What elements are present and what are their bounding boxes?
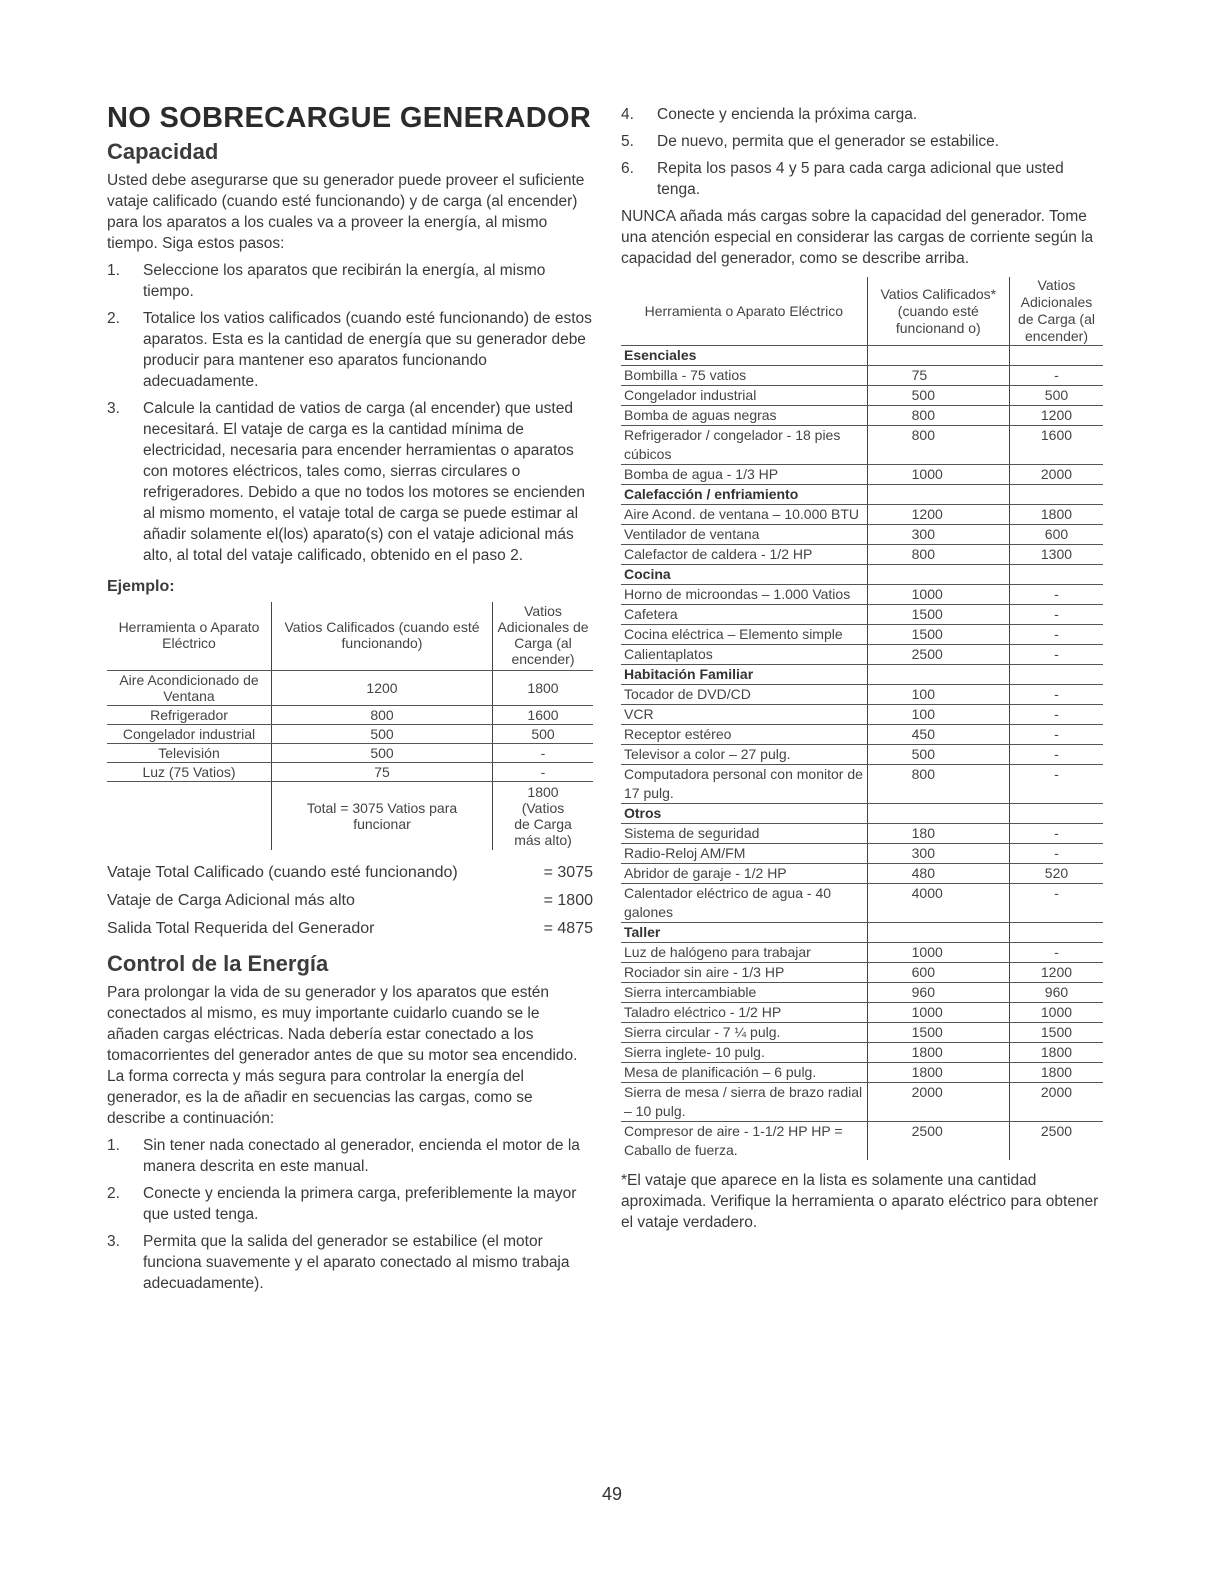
- step-text: Seleccione los aparatos que recibirán la energía, al mismo tiempo.: [143, 262, 546, 300]
- table-row: [621, 585, 1103, 605]
- table-cell: Cocina eléctrica – Elemento simple: [621, 625, 867, 645]
- table-cell: [1009, 804, 1103, 824]
- table-cell: -: [1009, 824, 1103, 844]
- table-cell: 500: [272, 744, 493, 763]
- table-cell: 1200: [1009, 963, 1103, 983]
- capacity-heading: Capacidad: [107, 139, 219, 164]
- table-row: [621, 1023, 1103, 1043]
- table-cell: Taladro eléctrico - 1/2 HP: [621, 1003, 867, 1023]
- warning-text: NUNCA añada más cargas sobre la capacidad del generador. Tome una atención especial en considerar las cargas de corriente según la capacidad del generador, como se describe arriba.: [621, 208, 1094, 267]
- table-row: [621, 525, 1103, 545]
- table-cell: 300: [867, 844, 1009, 864]
- table-cell: VCR: [621, 705, 867, 725]
- table-row: [621, 426, 1103, 465]
- table-cell: Refrigerador / congelador - 18 pies cúbicos: [621, 426, 867, 465]
- table-cell: -: [493, 744, 594, 763]
- table-cell: -: [1009, 884, 1103, 923]
- step-number: 1.: [107, 262, 120, 279]
- list-item: [621, 158, 1109, 200]
- table-cell: 100: [867, 685, 1009, 705]
- table-cell: -: [1009, 745, 1103, 765]
- table-cell: Ventilador de ventana: [621, 525, 867, 545]
- capacity-intro: Usted debe asegurarse que su generador puede proveer el suficiente vataje calificado (cuando esté funcionando) y de carga (al encender) para los aparatos a los cuales va a proveer la energía, al mismo tiempo. Siga estos pasos:: [107, 172, 585, 252]
- table-row: [621, 705, 1103, 725]
- table-cell: Otros: [621, 804, 867, 824]
- total-starting: 1800 (Vatios de Carga más alto): [493, 782, 594, 851]
- table-cell: Sierra intercambiable: [621, 983, 867, 1003]
- table-header-appliance: Herramienta o Aparato Eléctrico: [107, 602, 272, 671]
- table-row: [621, 884, 1103, 923]
- step-number: 5.: [621, 133, 634, 150]
- table-cell: Compresor de aire - 1-1/2 HP HP = Caballo de fuerza.: [624, 1123, 843, 1158]
- table-row: [621, 406, 1103, 426]
- footnote: *El vataje que aparece en la lista es solamente una cantidad aproximada. Verifique la herramienta o aparato eléctrico para obtener el vataje verdadero.: [621, 1172, 1099, 1231]
- control-intro: Para prolongar la vida de su generador y los aparatos que estén conectados al mismo, es muy importante cuidarlo cuando se le añaden cargas eléctricas. Nada debería estar conectado a los tomacorrientes del generador antes de que su motor sea encendido. La forma correcta y más segura para controlar la energía del generador, es la de añadir en secuencias las cargas, como se describe a continuación:: [107, 984, 578, 1127]
- table-cell: Tocador de DVD/CD: [621, 685, 867, 705]
- table-cell: [867, 346, 1009, 366]
- table-cell: 600: [867, 963, 1009, 983]
- table-row: [621, 745, 1103, 765]
- table-cell: Calentador eléctrico de agua - 40 galones: [621, 884, 867, 923]
- summary-value: = 1800: [543, 892, 593, 909]
- table-cell: -: [493, 763, 594, 782]
- table-cell: 1500: [867, 625, 1009, 645]
- table-row: [107, 725, 593, 744]
- control-heading: Control de la Energía: [107, 951, 329, 976]
- step-number: 6.: [621, 160, 634, 177]
- table-cell: Sistema de seguridad: [621, 824, 867, 844]
- table-cell: [867, 923, 1009, 943]
- table-cell: -: [1009, 765, 1103, 804]
- summary-line: [107, 918, 593, 940]
- table-cell: 800: [867, 406, 1009, 426]
- table-cell: Rociador sin aire - 1/3 HP: [621, 963, 867, 983]
- table-cell: Computadora personal con monitor de 17 pulg.: [621, 765, 867, 804]
- table-row: [621, 465, 1103, 485]
- step-text: Calcule la cantidad de vatios de carga (al encender) que usted necesitará. El vataje de carga es la cantidad mínima de electricidad, necesaria para encender herramientas o aparatos con motores eléctricos, tales como, sierras circulares o refrigeradores. Debido a que no todos los motores se encienden al mismo momento, el vataje total de carga se puede estimar al añadir solamente el(los) aparato(s) con el vataje adicional más alto, al total del vataje calificado, obtenido en el paso 2.: [143, 400, 586, 564]
- table-cell: 1000: [867, 943, 1009, 963]
- table-row: [621, 645, 1103, 665]
- table-cell: 1000: [867, 1003, 1009, 1023]
- table-cell: -: [1009, 705, 1103, 725]
- table-cell: 1600: [1009, 426, 1103, 465]
- table-header-running: Vatios Calificados* (cuando esté funcionand o): [867, 277, 1009, 346]
- table-cell: 75: [272, 763, 493, 782]
- table-cell: Refrigerador: [107, 706, 272, 725]
- table-header-starting: Vatios Adicionales de Carga (al encender): [1009, 277, 1103, 346]
- table-cell: 1200: [1009, 406, 1103, 426]
- table-cell: 2000: [1009, 1083, 1103, 1122]
- total-running: Total = 3075 Vatios para funcionar: [272, 782, 493, 851]
- table-cell: Horno de microondas – 1.000 Vatios: [621, 585, 867, 605]
- table-row: [621, 366, 1103, 386]
- table-cell: Abridor de garaje - 1/2 HP: [621, 864, 867, 884]
- table-cell: [867, 804, 1009, 824]
- step-number: 1.: [107, 1137, 120, 1154]
- table-cell: [1009, 346, 1103, 366]
- table-cell: [1009, 485, 1103, 505]
- table-cell: Bombilla - 75 vatios: [621, 366, 867, 386]
- summary-label: Vataje de Carga Adicional más alto: [107, 892, 355, 909]
- list-item: [107, 260, 593, 302]
- table-cell: 800: [867, 426, 1009, 465]
- table-cell: 960: [1009, 983, 1103, 1003]
- table-row: [621, 1003, 1103, 1023]
- step-text: De nuevo, permita que el generador se estabilice.: [657, 133, 1000, 150]
- table-row: [621, 625, 1103, 645]
- table-cell: 800: [867, 545, 1009, 565]
- table-cell: Televisor a color – 27 pulg.: [621, 745, 867, 765]
- table-cell: 1200: [867, 505, 1009, 525]
- table-cell: Luz (75 Vatios): [107, 763, 272, 782]
- step-text: Conecte y encienda la primera carga, preferiblemente la mayor que usted tenga.: [143, 1185, 577, 1223]
- table-category-row: [621, 346, 1103, 366]
- table-cell: Bomba de agua - 1/3 HP: [621, 465, 867, 485]
- table-category-row: [621, 923, 1103, 943]
- table-row: [621, 1043, 1103, 1063]
- table-cell: 1000: [867, 585, 1009, 605]
- table-cell: Televisión: [107, 744, 272, 763]
- table-cell: 500: [493, 725, 594, 744]
- table-cell: [1009, 923, 1103, 943]
- summary-label: Vataje Total Calificado (cuando esté funcionando): [107, 864, 458, 881]
- table-row: [621, 386, 1103, 406]
- step-text: Totalice los vatios calificados (cuando esté funcionando) de estos aparatos. Esta es la cantidad de energía que su generador debe producir para mantener eso aparatos funcionando adecuadamente.: [143, 310, 592, 390]
- table-row: [621, 725, 1103, 745]
- table-cell: Calefacción / enfriamiento: [621, 485, 867, 505]
- table-cell: Radio-Reloj AM/FM: [621, 844, 867, 864]
- table-row: [621, 605, 1103, 625]
- table-cell: Esenciales: [621, 346, 867, 366]
- list-item: [621, 131, 1109, 152]
- right-column: [621, 104, 1109, 1233]
- table-cell: 1800: [867, 1063, 1009, 1083]
- list-item: [107, 308, 593, 392]
- table-cell: Sierra de mesa / sierra de brazo radial – 10 pulg.: [621, 1083, 867, 1122]
- table-cell: 960: [867, 983, 1009, 1003]
- page-number: 49: [601, 1484, 623, 1504]
- summary-value: = 3075: [543, 864, 593, 881]
- table-cell: [107, 782, 272, 851]
- list-item: [107, 1135, 593, 1177]
- table-cell: [1009, 665, 1103, 685]
- table-cell: 1500: [1009, 1023, 1103, 1043]
- table-cell: [867, 565, 1009, 585]
- table-cell: 1300: [1009, 545, 1103, 565]
- example-label: Ejemplo:: [107, 578, 175, 595]
- table-cell: [867, 665, 1009, 685]
- table-cell: -: [1009, 943, 1103, 963]
- table-cell: 1800: [493, 671, 594, 706]
- table-cell: Aire Acondicionado de Ventana: [107, 671, 272, 706]
- table-cell: 500: [272, 725, 493, 744]
- table-cell: -: [1009, 366, 1103, 386]
- table-cell: Congelador industrial: [621, 386, 867, 406]
- table-cell: 300: [867, 525, 1009, 545]
- table-row: [621, 963, 1103, 983]
- table-cell: 2000: [1009, 465, 1103, 485]
- capacity-steps: [107, 260, 593, 566]
- table-row: [621, 1063, 1103, 1083]
- table-cell: -: [1009, 605, 1103, 625]
- table-cell: Taller: [621, 923, 867, 943]
- table-cell: 600: [1009, 525, 1103, 545]
- step-number: 2.: [107, 310, 120, 327]
- list-item: [107, 1231, 593, 1294]
- table-cell: 1800: [1009, 1063, 1103, 1083]
- table-cell: 480: [867, 864, 1009, 884]
- table-cell: 500: [1009, 386, 1103, 406]
- table-cell: 450: [867, 725, 1009, 745]
- table-cell: 180: [867, 824, 1009, 844]
- wattage-reference-table: [621, 277, 1103, 1160]
- table-cell: Cafetera: [621, 605, 867, 625]
- table-body: [621, 346, 1103, 1161]
- table-cell: -: [1009, 585, 1103, 605]
- step-text: Repita los pasos 4 y 5 para cada carga adicional que usted tenga.: [657, 160, 1064, 198]
- example-table: [107, 602, 593, 850]
- table-row: [621, 864, 1103, 884]
- table-header-running: Vatios Calificados (cuando esté funcionando): [272, 602, 493, 671]
- table-row: [621, 1122, 1103, 1161]
- table-cell: 500: [867, 745, 1009, 765]
- table-row: [621, 844, 1103, 864]
- summary-label: Salida Total Requerida del Generador: [107, 920, 375, 937]
- table-category-row: [621, 804, 1103, 824]
- step-text: Permita que la salida del generador se estabilice (el motor funciona suavemente y el aparato conectado al mismo trabaja adecuadamente).: [143, 1233, 570, 1292]
- list-item: [107, 398, 593, 566]
- table-cell: Calefactor de caldera - 1/2 HP: [621, 545, 867, 565]
- table-cell: Mesa de planificación – 6 pulg.: [621, 1063, 867, 1083]
- wattage-summary: [107, 862, 593, 940]
- summary-line: [107, 862, 593, 884]
- table-cell: 2500: [867, 645, 1009, 665]
- step-number: 3.: [107, 400, 120, 417]
- table-cell: 100: [867, 705, 1009, 725]
- step-text: Sin tener nada conectado al generador, encienda el motor de la manera descrita en este manual.: [143, 1137, 580, 1175]
- table-cell: 520: [1009, 864, 1103, 884]
- table-row: [621, 685, 1103, 705]
- table-row: [621, 983, 1103, 1003]
- table-cell: 2000: [867, 1083, 1009, 1122]
- table-cell: -: [1009, 685, 1103, 705]
- step-number: 3.: [107, 1233, 120, 1250]
- list-item: [107, 1183, 593, 1225]
- table-row: [621, 545, 1103, 565]
- table-cell: 2500: [1009, 1122, 1103, 1161]
- table-row: [621, 943, 1103, 963]
- page-title: NO SOBRECARGUE GENERADOR: [107, 102, 592, 134]
- table-category-row: [621, 565, 1103, 585]
- table-cell: 1800: [1009, 1043, 1103, 1063]
- table-row: [621, 1083, 1103, 1122]
- table-cell: Cocina: [621, 565, 867, 585]
- table-cell: [1009, 565, 1103, 585]
- table-cell: Calientaplatos: [621, 645, 867, 665]
- summary-value: = 4875: [543, 920, 593, 937]
- table-cell: -: [1009, 725, 1103, 745]
- table-row: [621, 765, 1103, 804]
- table-cell: 800: [867, 765, 1009, 804]
- table-cell: Sierra circular - 7 ¼ pulg.: [621, 1023, 867, 1043]
- step-number: 4.: [621, 106, 634, 123]
- table-cell: Receptor estéreo: [621, 725, 867, 745]
- table-category-row: [621, 485, 1103, 505]
- table-row: [621, 505, 1103, 525]
- step-text: Conecte y encienda la próxima carga.: [657, 106, 918, 123]
- table-cell: Habitación Familiar: [621, 665, 867, 685]
- summary-line: [107, 890, 593, 912]
- table-cell: 1500: [867, 1023, 1009, 1043]
- table-cell: [867, 485, 1009, 505]
- table-total-row: [107, 782, 593, 851]
- table-cell: Aire Acond. de ventana – 10.000 BTU: [621, 505, 867, 525]
- table-cell: -: [1009, 844, 1103, 864]
- table-cell: 1800: [1009, 505, 1103, 525]
- table-cell: -: [1009, 645, 1103, 665]
- table-cell: Bomba de aguas negras: [621, 406, 867, 426]
- left-column: [107, 100, 593, 1294]
- table-header-appliance: Herramienta o Aparato Eléctrico: [621, 277, 867, 346]
- table-cell: 2500: [867, 1122, 1009, 1161]
- table-category-row: [621, 665, 1103, 685]
- table-cell: 1800: [867, 1043, 1009, 1063]
- table-cell: -: [1009, 625, 1103, 645]
- control-steps: [107, 1135, 593, 1294]
- table-cell: 4000: [867, 884, 1009, 923]
- table-row: [107, 763, 593, 782]
- list-item: [621, 104, 1109, 125]
- table-row: [107, 671, 593, 706]
- table-cell: 800: [272, 706, 493, 725]
- table-row: [107, 744, 593, 763]
- table-cell: 1000: [867, 465, 1009, 485]
- table-cell: 500: [867, 386, 1009, 406]
- table-cell: 1000: [1009, 1003, 1103, 1023]
- table-row: [621, 824, 1103, 844]
- continued-steps: [621, 104, 1109, 200]
- table-cell: Congelador industrial: [107, 725, 272, 744]
- table-cell: 1600: [493, 706, 594, 725]
- step-number: 2.: [107, 1185, 120, 1202]
- table-cell: Luz de halógeno para trabajar: [621, 943, 867, 963]
- table-cell: 1500: [867, 605, 1009, 625]
- table-cell: Sierra inglete- 10 pulg.: [621, 1043, 867, 1063]
- table-header-starting: Vatios Adicionales de Carga (al encender): [493, 602, 594, 671]
- table-cell: 1200: [272, 671, 493, 706]
- table-cell: 75: [867, 366, 1009, 386]
- table-row: [107, 706, 593, 725]
